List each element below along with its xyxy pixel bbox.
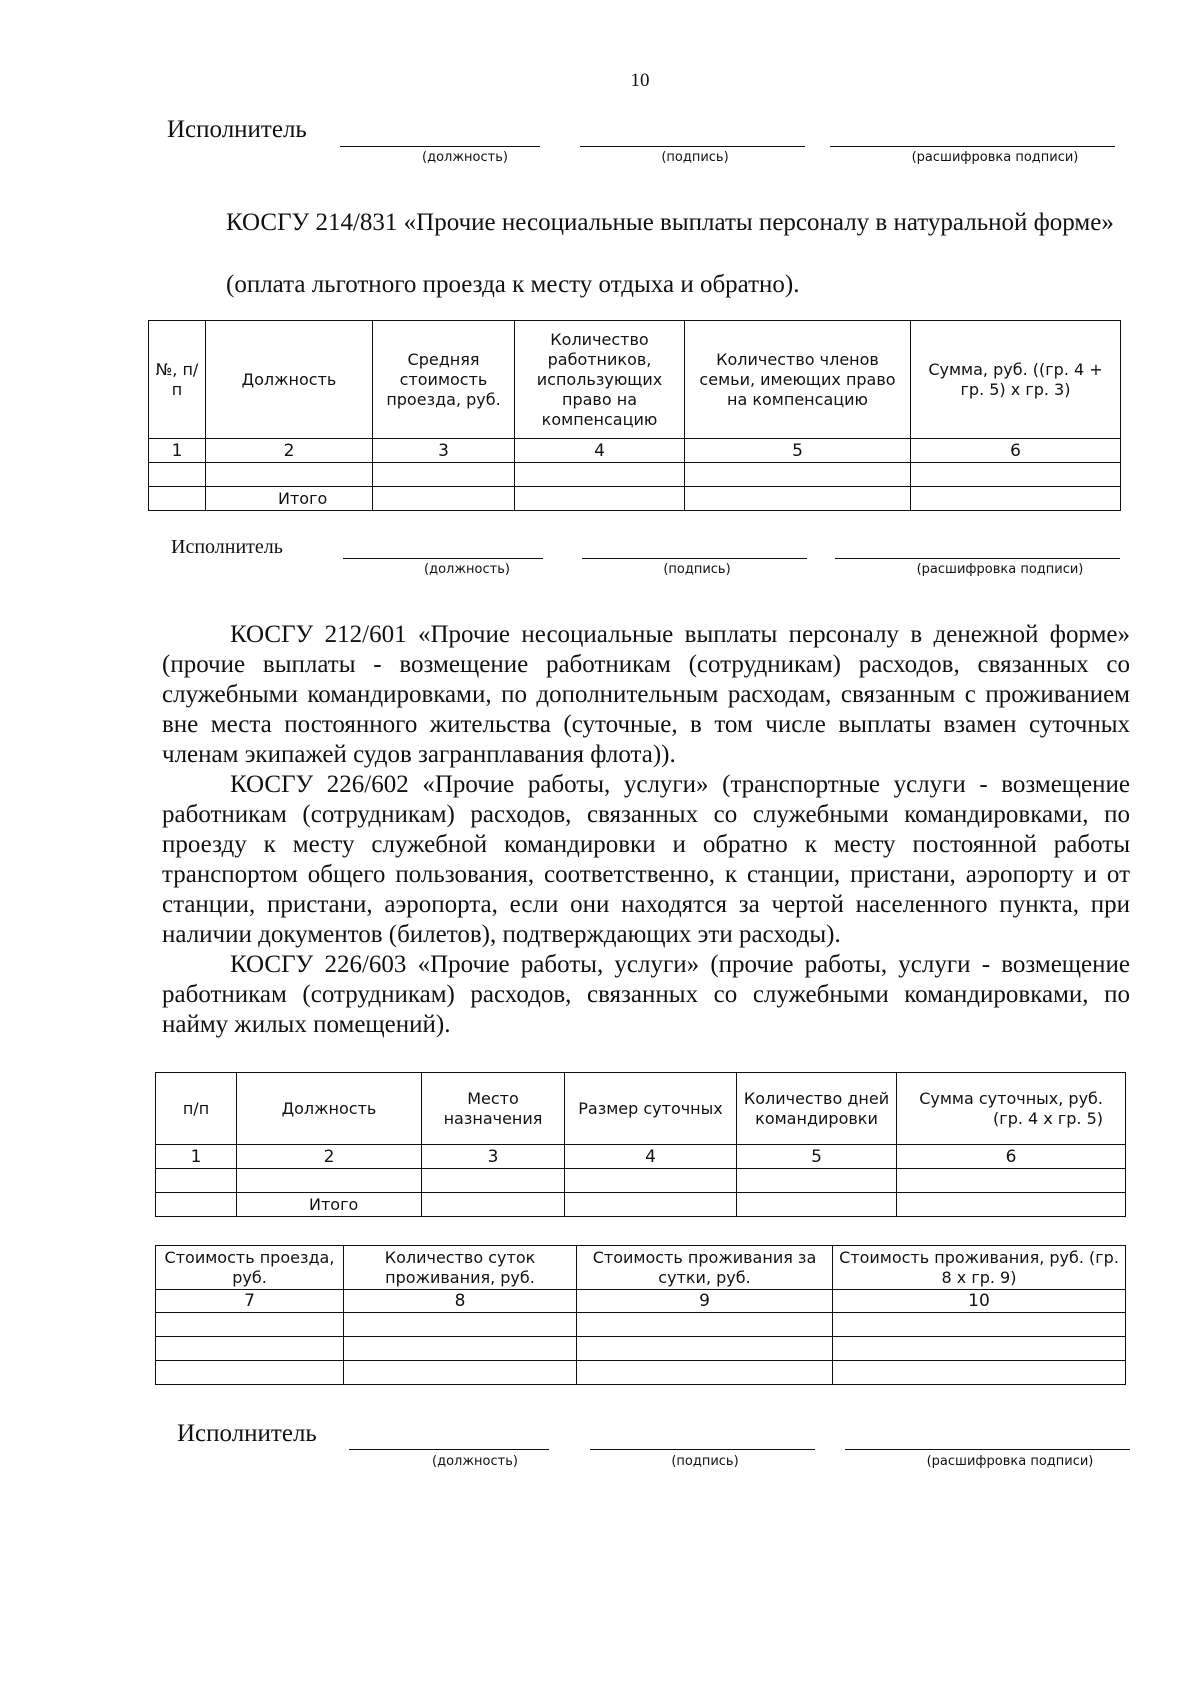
table-row	[156, 1313, 1126, 1337]
decode-line	[835, 558, 1120, 559]
total-label: Итого	[237, 1193, 422, 1217]
signature-line	[580, 146, 805, 147]
header-cell: Размер суточных	[565, 1073, 737, 1145]
column-number-row	[156, 1145, 1126, 1169]
executor-label: Исполнитель	[167, 116, 307, 143]
header-cell: Должность	[206, 321, 373, 439]
table-compensation	[148, 320, 1121, 511]
signature-caption: (подпись)	[671, 1454, 739, 1469]
header-cell: п/п	[156, 1073, 237, 1145]
number-cell: 5	[685, 439, 911, 463]
total-row	[156, 1193, 1126, 1217]
total-label: Итого	[206, 487, 373, 511]
section1-heading: КОСГУ 214/831 «Прочие несоциальные выплаты персоналу в натуральной форме»	[226, 209, 1114, 236]
position-line	[349, 1449, 549, 1450]
header-cell: Стоимость проживания за сутки, руб.	[577, 1246, 833, 1290]
executor-label: Исполнитель	[177, 1420, 317, 1447]
header-cell: Количество работников, использующих право на компенсацию	[515, 321, 685, 439]
table-accommodation	[155, 1245, 1126, 1385]
header-cell: Количество суток проживания, руб.	[344, 1246, 577, 1290]
header-cell: Стоимость проживания, руб. (гр. 8 х гр. 9)	[833, 1246, 1126, 1290]
position-caption: (должность)	[432, 1454, 518, 1469]
table-header-row	[149, 321, 1121, 439]
table-header-row	[156, 1073, 1126, 1145]
section1-subheading: (оплата льготного проезда к месту отдыха и обратно).	[226, 271, 800, 298]
number-cell: 2	[206, 439, 373, 463]
number-cell: 2	[237, 1145, 422, 1169]
signature-caption: (подпись)	[663, 562, 731, 577]
number-cell: 10	[833, 1290, 1126, 1313]
table-row	[156, 1361, 1126, 1385]
header-cell: Место назначения	[422, 1073, 565, 1145]
signature-caption: (подпись)	[661, 150, 729, 165]
number-cell: 6	[897, 1145, 1126, 1169]
position-line	[340, 146, 540, 147]
number-cell: 7	[156, 1290, 344, 1313]
header-cell: Средняя стоимость проезда, руб.	[373, 321, 515, 439]
column-number-row	[156, 1290, 1126, 1313]
number-cell: 1	[156, 1145, 237, 1169]
section2-text	[162, 620, 1130, 1040]
position-caption: (должность)	[424, 562, 510, 577]
column-number-row	[149, 439, 1121, 463]
paragraph: КОСГУ 212/601 «Прочие несоциальные выплаты персоналу в денежной форме» (прочие выплаты - возмещение работникам (сотрудникам) расходов, связанных со служебными командировками, по дополнительным расходам, связанным с проживанием вне места постоянного жительства (суточные, в том числе выплаты взамен суточных членам экипажей судов загранплавания флота)).	[162, 621, 1130, 768]
decode-caption: (расшифровка подписи)	[916, 562, 1084, 577]
signature-line	[590, 1449, 815, 1450]
table-header-row	[156, 1246, 1126, 1290]
header-cell: Стоимость проезда, руб.	[156, 1246, 344, 1290]
paragraph: КОСГУ 226/603 «Прочие работы, услуги» (прочие работы, услуги - возмещение работникам (сотрудникам) расходов, связанных со служебными командировками, по найму жилых помещений).	[162, 951, 1130, 1038]
page-number: 10	[630, 70, 650, 91]
position-caption: (должность)	[422, 150, 508, 165]
executor-label: Исполнитель	[171, 536, 283, 558]
decode-caption: (расшифровка подписи)	[911, 150, 1079, 165]
number-cell: 9	[577, 1290, 833, 1313]
header-cell: Сумма суточных, руб. (гр. 4 х гр. 5)	[897, 1073, 1126, 1145]
table-row	[149, 463, 1121, 487]
decode-caption: (расшифровка подписи)	[926, 1454, 1094, 1469]
table-row	[156, 1337, 1126, 1361]
header-cell: Количество дней командировки	[737, 1073, 897, 1145]
number-cell: 5	[737, 1145, 897, 1169]
table-per-diem	[155, 1072, 1126, 1217]
decode-line	[830, 146, 1115, 147]
number-cell: 3	[373, 439, 515, 463]
paragraph: КОСГУ 226/602 «Прочие работы, услуги» (транспортные услуги - возмещение работникам (сотрудникам) расходов, связанных со служебными командировками, по проезду к месту служебной командировки и обратно к месту постоянной работы транспортом общего пользования, соответственно, к станции, пристани, аэропорту и от станции, пристани, аэропорта, если они находятся за чертой населенного пункта, при наличии документов (билетов), подтверждающих эти расходы).	[162, 771, 1130, 948]
decode-line	[845, 1449, 1130, 1450]
number-cell: 1	[149, 439, 206, 463]
number-cell: 4	[515, 439, 685, 463]
number-cell: 6	[911, 439, 1121, 463]
header-cell: №, п/п	[149, 321, 206, 439]
header-cell: Количество членов семьи, имеющих право на компенсацию	[685, 321, 911, 439]
header-cell: Сумма, руб. ((гр. 4 + гр. 5) х гр. 3)	[911, 321, 1121, 439]
header-cell: Должность	[237, 1073, 422, 1145]
number-cell: 8	[344, 1290, 577, 1313]
position-line	[343, 558, 543, 559]
total-row	[149, 487, 1121, 511]
table-row	[156, 1169, 1126, 1193]
number-cell: 4	[565, 1145, 737, 1169]
number-cell: 3	[422, 1145, 565, 1169]
signature-line	[582, 558, 807, 559]
